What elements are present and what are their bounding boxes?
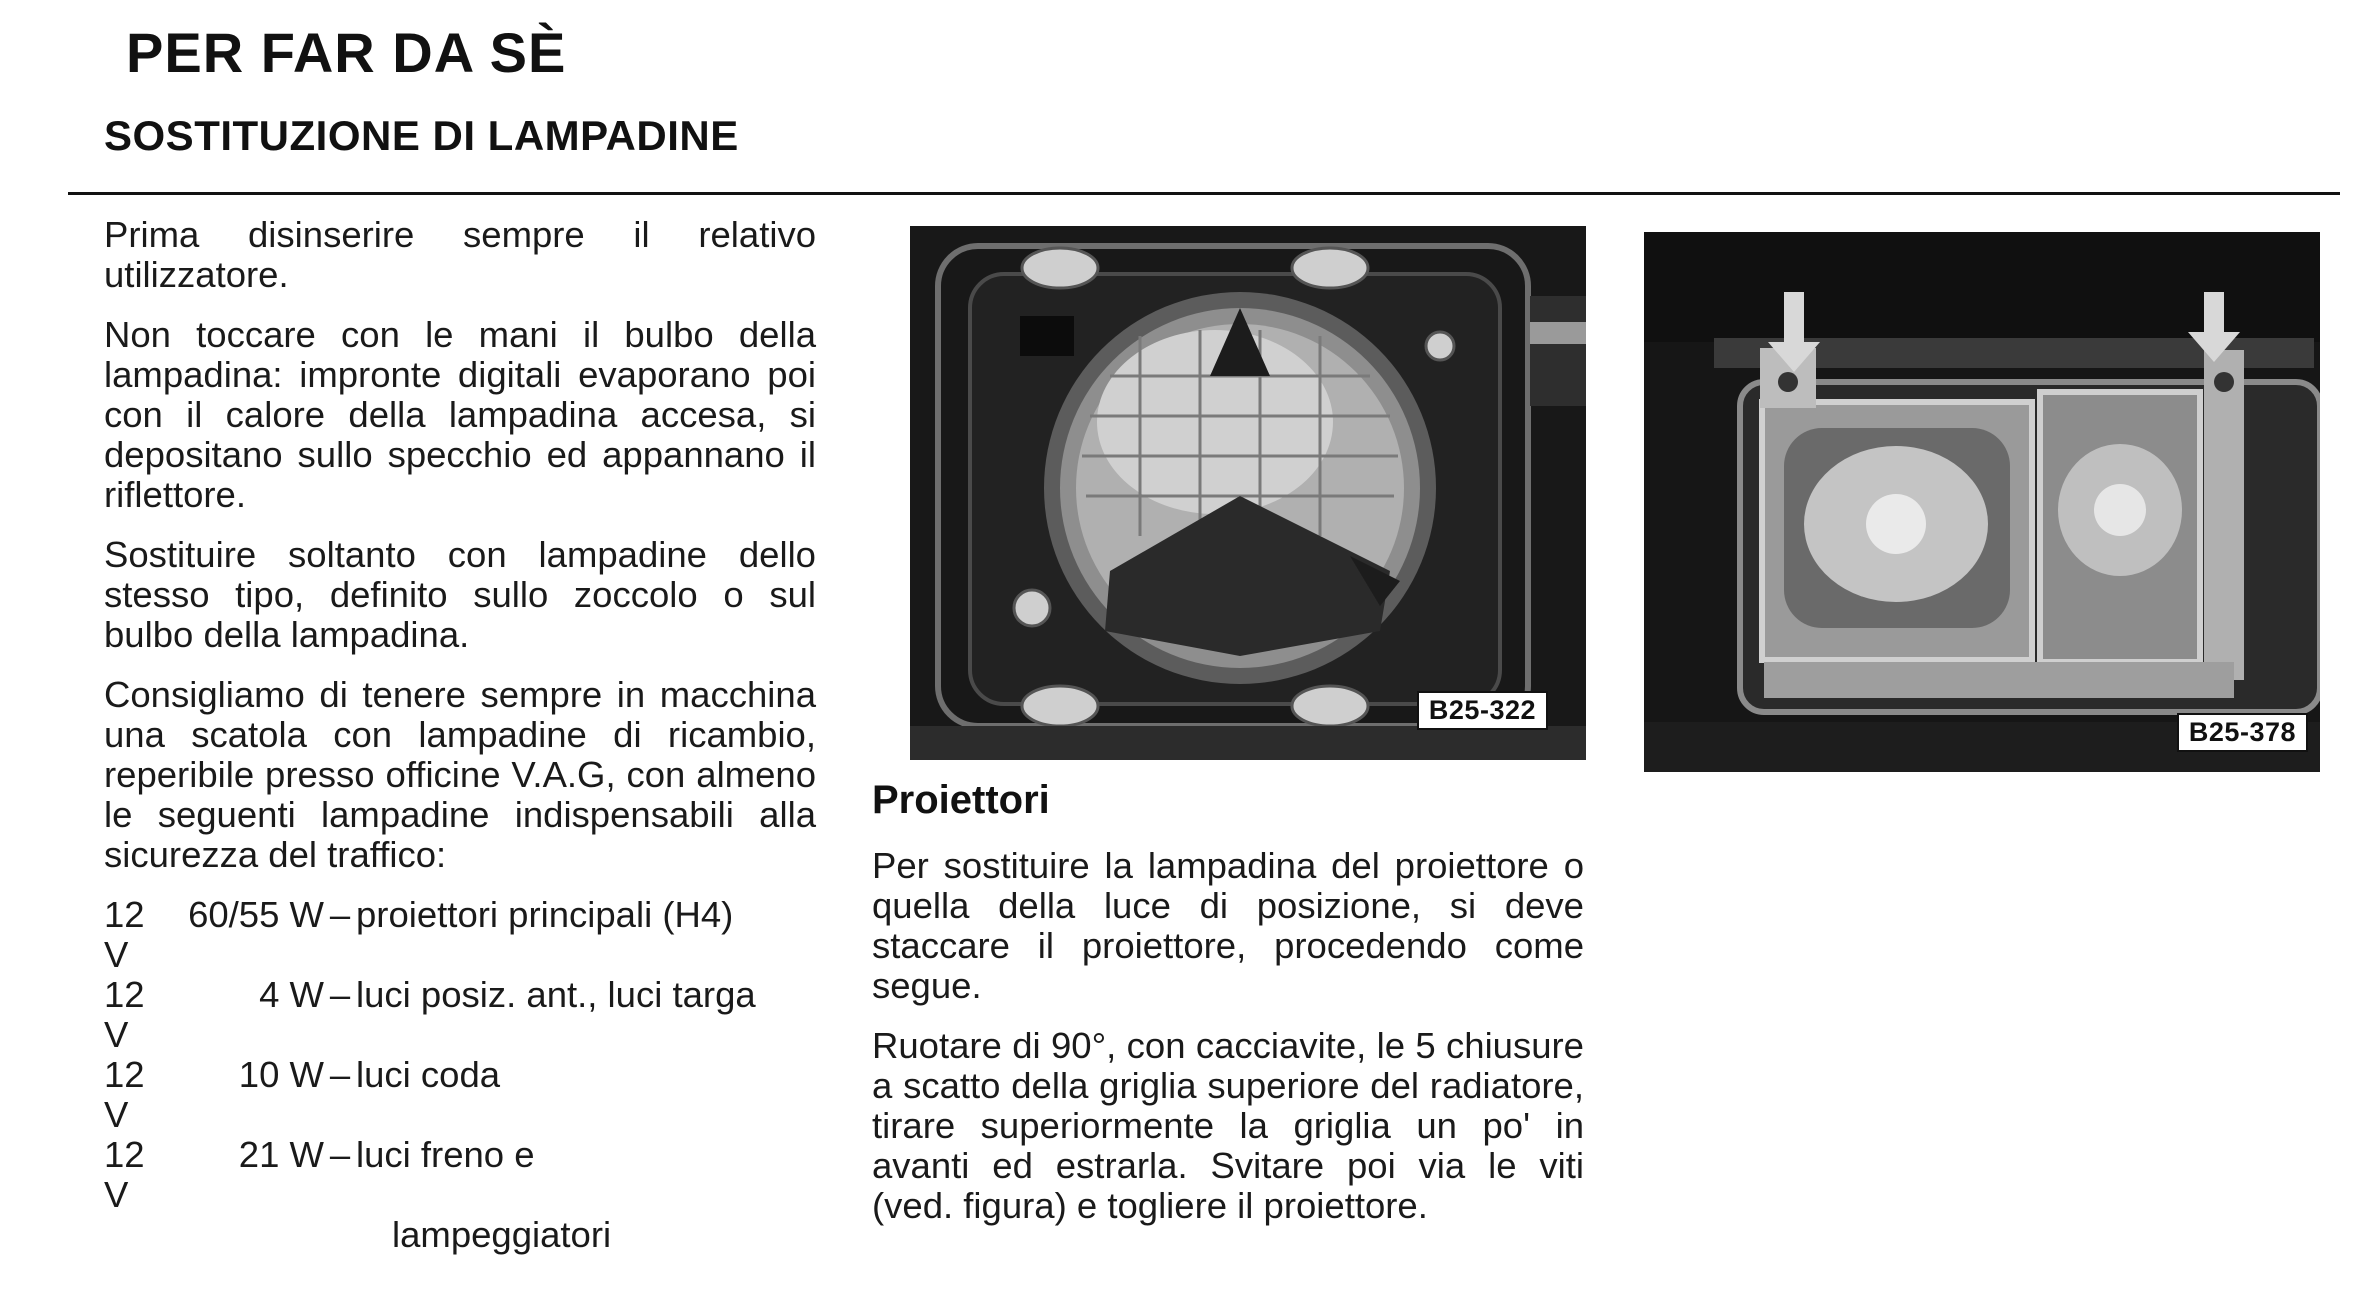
bulb-voltage: 12 V bbox=[104, 1054, 145, 1135]
bulb-row bbox=[104, 1055, 816, 1135]
headlight-round-illustration bbox=[910, 226, 1586, 760]
headlight-photo-rectangular bbox=[1644, 232, 2320, 772]
bulb-wattage: 4 W bbox=[259, 974, 324, 1015]
bulb-wattage: 21 W bbox=[238, 1134, 324, 1175]
figure-code-2: B25-378 bbox=[2177, 713, 2308, 752]
bulb-description: luci coda bbox=[356, 1054, 501, 1095]
paragraph-spare-kit: Consigliamo di tenere sempre in macchina una scatola con lampadine di ricambio, reperibile presso officine V.A.G, con almeno le seguenti lampadine indispensabili alla sicurezza del traffico: bbox=[104, 674, 816, 875]
bulb-list bbox=[104, 895, 816, 1255]
bulb-description: luci posiz. ant., luci targa bbox=[356, 974, 756, 1015]
bulb-row bbox=[104, 1135, 816, 1215]
paragraph-detach-headlight: Per sostituire la lampadina del proiettore o quella della luce di posizione, si deve staccare il proiettore, procedendo come segue. bbox=[872, 845, 1584, 1006]
bulb-description: proiettori principali (H4) bbox=[356, 894, 734, 935]
header-divider bbox=[68, 192, 2340, 195]
section-title: SOSTITUZIONE DI LAMPADINE bbox=[104, 112, 739, 159]
bulb-dash: – bbox=[329, 1134, 351, 1175]
bulb-voltage: 12 V bbox=[104, 974, 145, 1055]
left-column bbox=[104, 215, 816, 1255]
bulb-dash: – bbox=[329, 974, 351, 1015]
proiettori-column bbox=[872, 846, 1584, 1246]
bulb-voltage: 12 V bbox=[104, 1134, 145, 1215]
paragraph-bulb-warning: Non toccare con le mani il bulbo della lampadina: impronte digitali evaporano poi con il calore della lampadina accesa, si depositano sullo specchio ed appannano il riflettore. bbox=[104, 314, 816, 515]
bulb-row-continuation bbox=[104, 1215, 816, 1255]
bulb-wattage: 60/55 W bbox=[188, 894, 324, 935]
subsection-heading: Proiettori bbox=[872, 778, 1050, 822]
bulb-row bbox=[104, 975, 816, 1055]
paragraph-same-type: Sostituire soltanto con lampadine dello stesso tipo, definito sullo zoccolo o sul bulbo della lampadina. bbox=[104, 534, 816, 655]
paragraph-intro: Prima disinserire sempre il relativo utilizzatore. bbox=[104, 214, 816, 295]
paragraph-procedure: Ruotare di 90°, con cacciavite, le 5 chiusure a scatto della griglia superiore del radiatore, tirare superiormente la griglia un po' in avanti ed estrarla. Svitare poi via le viti (ved. figura) e togliere il proiettore. bbox=[872, 1025, 1584, 1226]
bulb-wattage: 10 W bbox=[238, 1054, 324, 1095]
figure-code-1: B25-322 bbox=[1417, 691, 1548, 730]
bulb-dash: – bbox=[329, 1054, 351, 1095]
bulb-description-continued: lampeggiatori bbox=[392, 1214, 612, 1255]
bulb-description: luci freno e bbox=[356, 1134, 535, 1175]
bulb-dash: – bbox=[329, 894, 351, 935]
headlight-rectangular-illustration bbox=[1644, 232, 2320, 772]
bulb-voltage: 12 V bbox=[104, 894, 145, 975]
headlight-photo-round bbox=[910, 226, 1586, 760]
bulb-row bbox=[104, 895, 816, 975]
page-title: PER FAR DA SÈ bbox=[126, 21, 567, 84]
